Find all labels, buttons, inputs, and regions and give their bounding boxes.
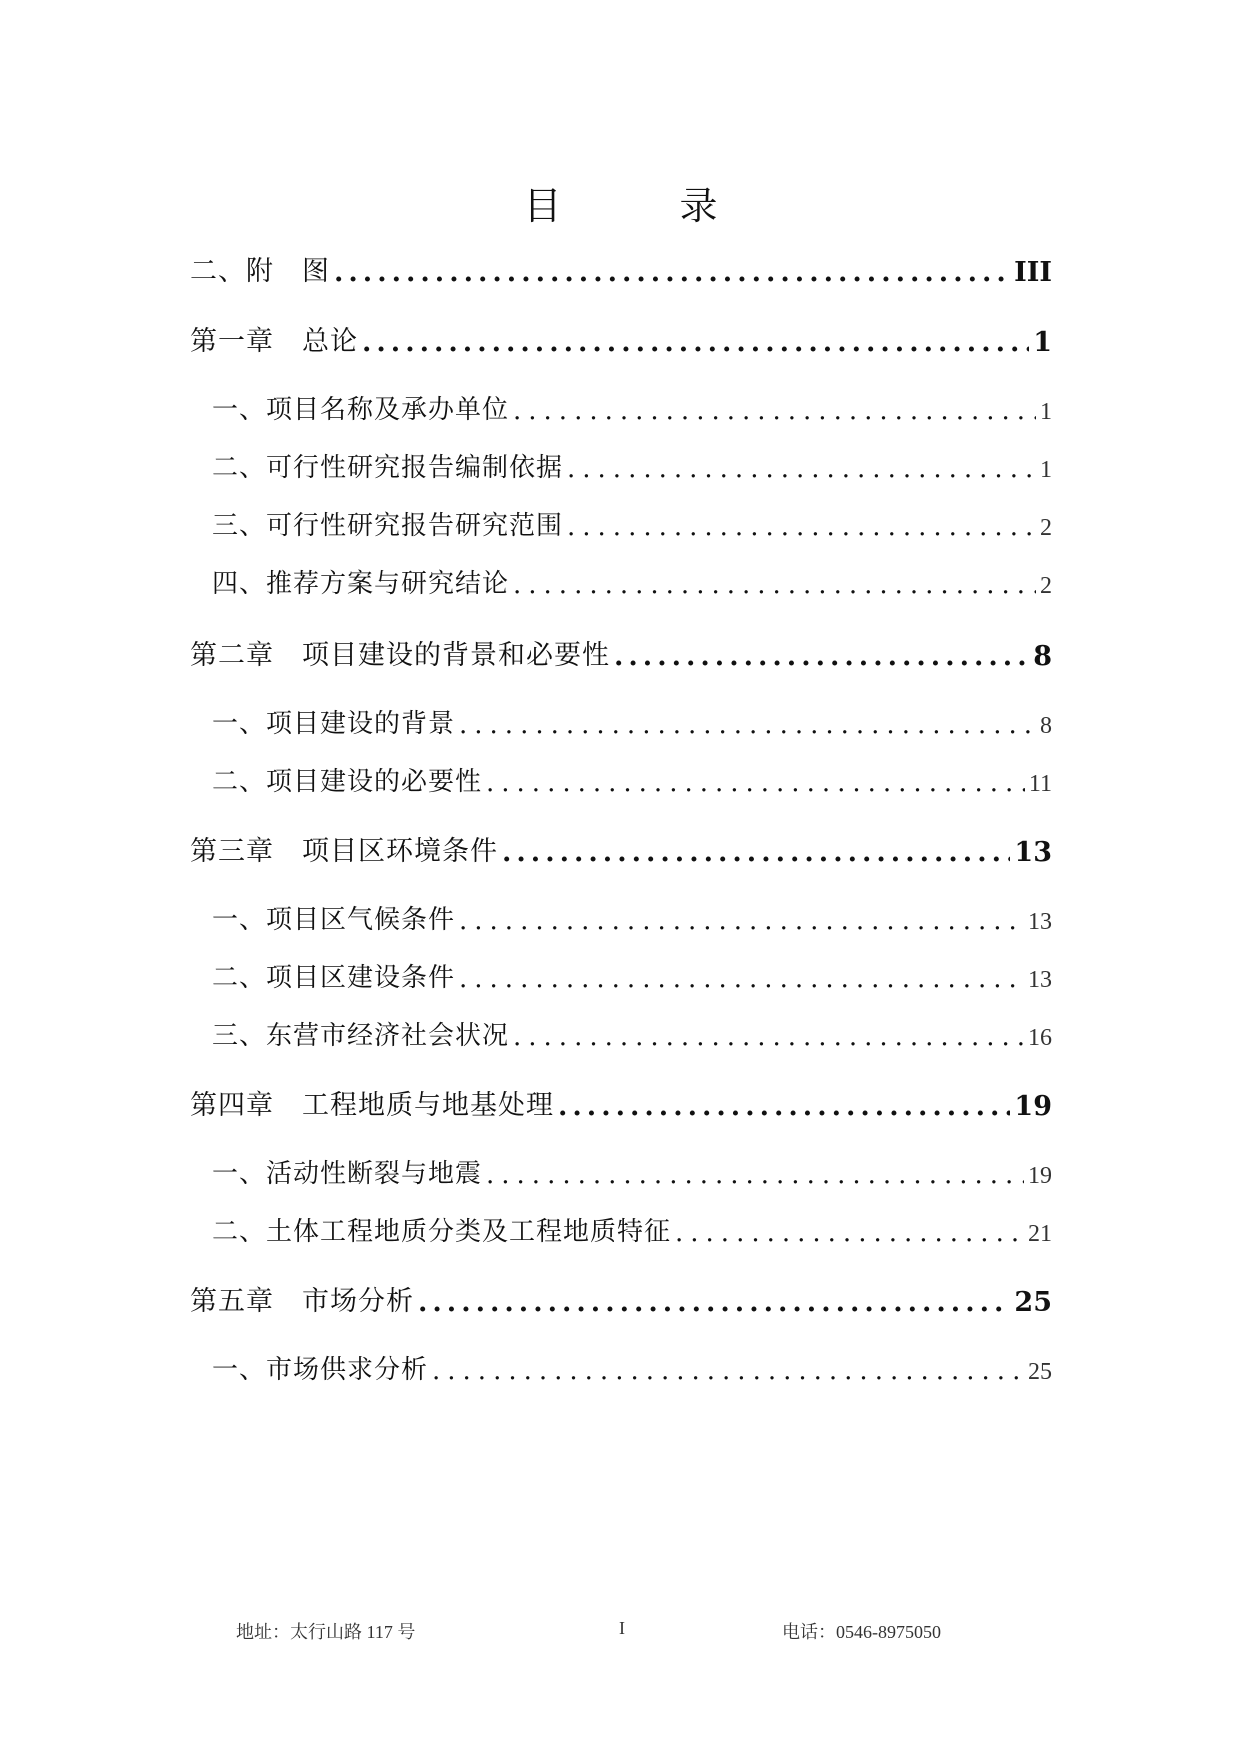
- page-footer: [0, 1618, 1241, 1648]
- toc-page-number: III: [1014, 257, 1052, 288]
- toc-page-number: 16: [1028, 1025, 1052, 1051]
- toc-entry-label: 一、项目名称及承办单位: [212, 395, 510, 425]
- toc-entry[interactable]: [190, 502, 1052, 542]
- toc-entry[interactable]: [190, 700, 1052, 740]
- toc-entry-label: 二、土体工程地质分类及工程地质特征: [212, 1217, 672, 1247]
- footer-page-number: I: [619, 1618, 625, 1638]
- toc-entry-label: 一、活动性断裂与地震: [212, 1159, 483, 1189]
- toc-entry[interactable]: [190, 560, 1052, 600]
- toc-page-number: 19: [1014, 1091, 1052, 1122]
- page-title: 目 录: [523, 184, 758, 229]
- toc-entry-label: 第二章 项目建设的背景和必要性: [190, 640, 610, 671]
- toc-leader: [486, 768, 1025, 798]
- toc-page-number: 13: [1028, 909, 1052, 935]
- toc-entry-label: 四、推荐方案与研究结论: [212, 569, 510, 599]
- toc-entry[interactable]: [190, 1082, 1052, 1122]
- toc-leader: [459, 710, 1036, 740]
- toc-entry[interactable]: [190, 248, 1052, 288]
- toc-leader: [513, 1022, 1024, 1052]
- toc-page-number: 8: [1033, 641, 1052, 672]
- toc-entry[interactable]: [190, 1278, 1052, 1318]
- toc-page-number: 2: [1040, 515, 1052, 541]
- toc-leader: [675, 1218, 1024, 1248]
- toc-page-number: 1: [1033, 327, 1052, 358]
- toc-entry-label: 二、项目区建设条件: [212, 963, 456, 993]
- toc-leader: [558, 1091, 1010, 1122]
- toc-leader: [513, 570, 1036, 600]
- toc-entry[interactable]: [190, 896, 1052, 936]
- toc-entry-label: 一、项目区气候条件: [212, 905, 456, 935]
- toc-entry-label: 二、项目建设的必要性: [212, 767, 483, 797]
- toc-entry[interactable]: [190, 1150, 1052, 1190]
- toc-page-number: 11: [1028, 771, 1052, 797]
- toc-leader: [459, 964, 1024, 994]
- toc-page-number: 25: [1028, 1359, 1052, 1385]
- toc-leader: [567, 512, 1036, 542]
- toc-entry[interactable]: [190, 954, 1052, 994]
- toc-entry[interactable]: [190, 386, 1052, 426]
- toc-entry[interactable]: [190, 1208, 1052, 1248]
- toc-entry[interactable]: [190, 632, 1052, 672]
- toc-leader: [362, 327, 1029, 358]
- toc-entry[interactable]: [190, 318, 1052, 358]
- toc-entry[interactable]: [190, 828, 1052, 868]
- toc-page-number: 1: [1040, 399, 1052, 425]
- toc-page-number: 2: [1040, 573, 1052, 599]
- toc-leader: [418, 1287, 1010, 1318]
- toc-entry[interactable]: [190, 758, 1052, 798]
- toc-leader: [567, 454, 1036, 484]
- footer-phone: 电话：0546-8975050: [782, 1622, 941, 1642]
- toc-entry-label: 第四章 工程地质与地基处理: [190, 1090, 554, 1121]
- toc-entry[interactable]: [190, 444, 1052, 484]
- toc-leader: [459, 906, 1024, 936]
- toc-leader: [334, 257, 1010, 288]
- toc-page-number: 13: [1028, 967, 1052, 993]
- toc-entry-label: 第一章 总论: [190, 326, 358, 357]
- toc-page-number: 21: [1028, 1221, 1052, 1247]
- toc-leader: [513, 396, 1036, 426]
- toc-entry-label: 第五章 市场分析: [190, 1286, 414, 1317]
- toc-entry-label: 二、附 图: [190, 256, 330, 287]
- toc-entry-label: 三、东营市经济社会状况: [212, 1021, 510, 1051]
- toc-page-number: 13: [1014, 837, 1052, 868]
- toc-entry-label: 三、可行性研究报告研究范围: [212, 511, 564, 541]
- toc-page-number: 19: [1028, 1163, 1052, 1189]
- toc-entry-label: 一、市场供求分析: [212, 1355, 429, 1385]
- toc-entry-label: 一、项目建设的背景: [212, 709, 456, 739]
- toc-leader: [614, 641, 1029, 672]
- footer-address: 地址：太行山路 117 号: [236, 1622, 416, 1642]
- toc-entry[interactable]: [190, 1012, 1052, 1052]
- toc-entry-label: 二、可行性研究报告编制依据: [212, 453, 564, 483]
- toc-page-number: 1: [1040, 457, 1052, 483]
- toc-entry[interactable]: [190, 1346, 1052, 1386]
- toc-leader: [502, 837, 1010, 868]
- toc-page-number: 25: [1014, 1287, 1052, 1318]
- toc-page-number: 8: [1040, 713, 1052, 739]
- toc-entry-label: 第三章 项目区环境条件: [190, 836, 498, 867]
- toc-leader: [432, 1356, 1024, 1386]
- toc-leader: [486, 1160, 1024, 1190]
